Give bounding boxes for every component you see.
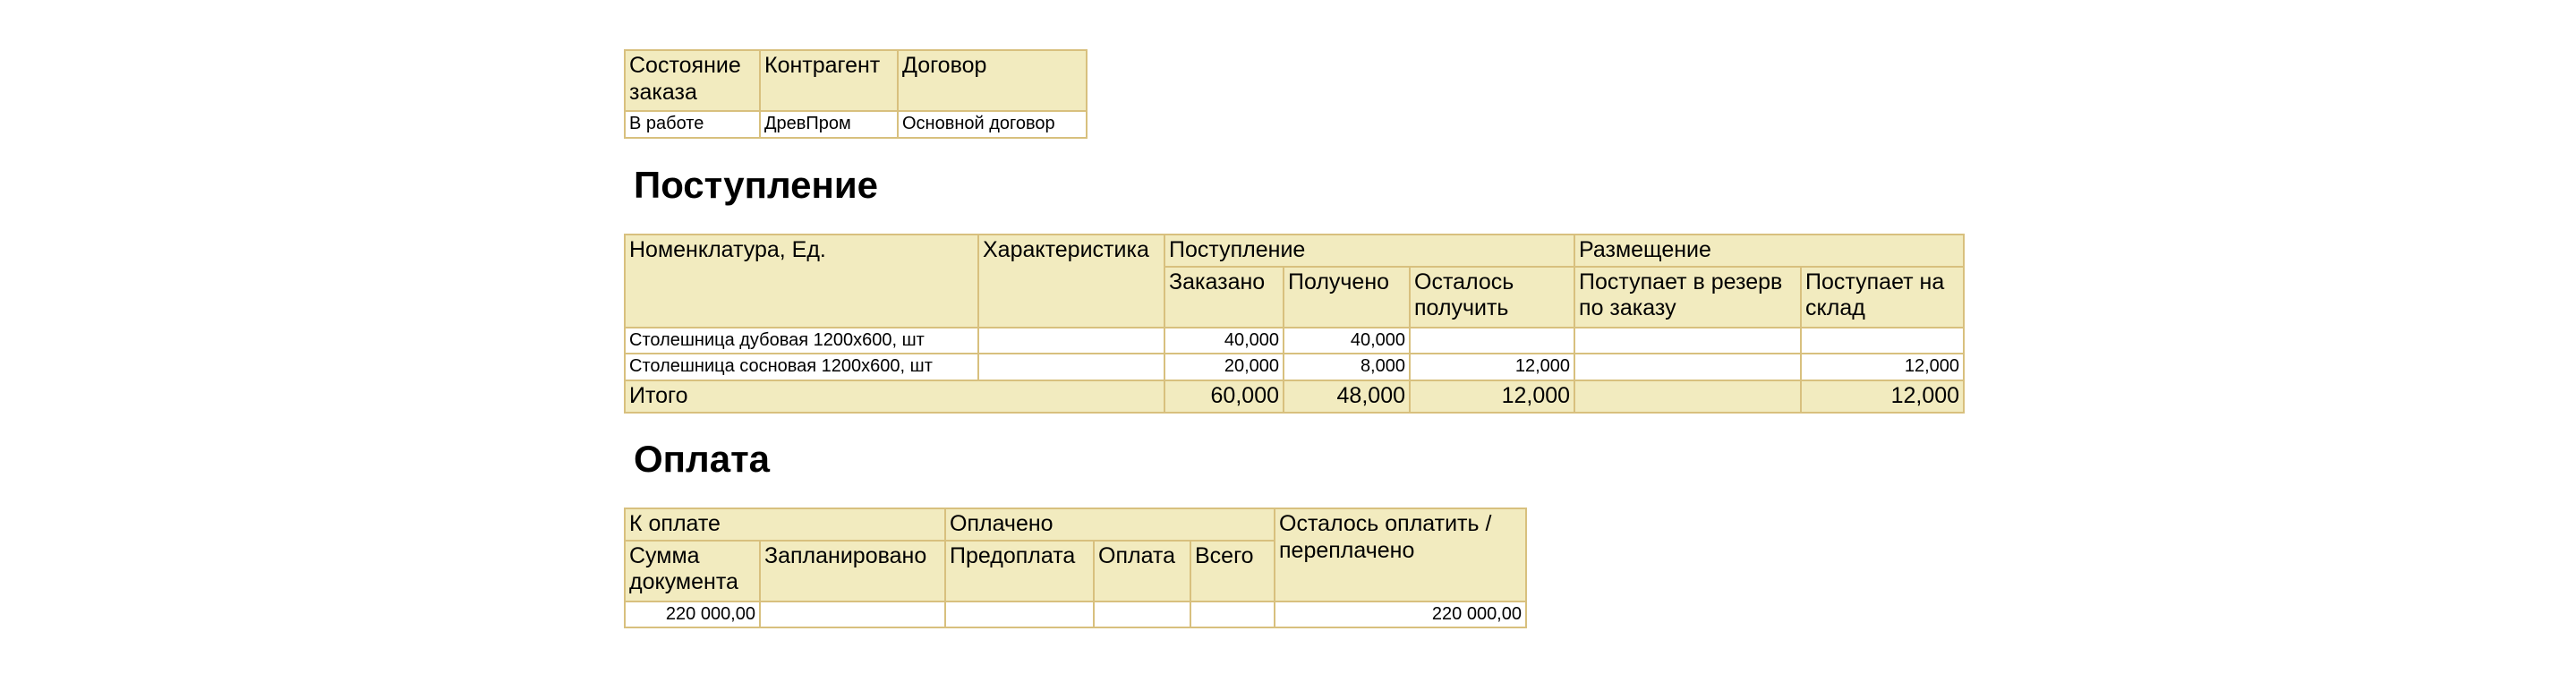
paid-total-header: Всего xyxy=(1190,541,1275,601)
receipt-total-row xyxy=(625,380,1964,413)
payment-value xyxy=(1094,601,1190,628)
row-characteristic xyxy=(978,354,1164,380)
row-characteristic xyxy=(978,328,1164,354)
total-label: Итого xyxy=(625,380,1164,413)
remaining-to-pay-value: 220 000,00 xyxy=(1275,601,1526,628)
payment-table xyxy=(624,508,1527,628)
row-warehouse: 12,000 xyxy=(1801,354,1964,380)
counterparty-value: ДревПром xyxy=(760,111,898,138)
order-header-table xyxy=(624,49,1088,139)
table-row xyxy=(625,354,1964,380)
total-reserve xyxy=(1574,380,1801,413)
ordered-header: Заказано xyxy=(1164,267,1284,328)
receipt-section-title: Поступление xyxy=(634,164,879,206)
reserve-header: Поступает в резерв по заказу xyxy=(1574,267,1801,328)
row-received: 40,000 xyxy=(1284,328,1410,354)
row-ordered: 40,000 xyxy=(1164,328,1284,354)
row-nomenclature: Столешница сосновая 1200х600, шт xyxy=(625,354,978,380)
table-row xyxy=(625,601,1526,628)
order-state-header: Состояние заказа xyxy=(625,50,760,111)
to-pay-group-header: К оплате xyxy=(625,508,945,541)
contract-header: Договор xyxy=(898,50,1087,111)
row-warehouse xyxy=(1801,328,1964,354)
row-remaining: 12,000 xyxy=(1410,354,1574,380)
prepayment-header: Предоплата xyxy=(945,541,1094,601)
doc-sum-header: Сумма документа xyxy=(625,541,760,601)
paid-group-header: Оплачено xyxy=(945,508,1275,541)
counterparty-header: Контрагент xyxy=(760,50,898,111)
order-state-value: В работе xyxy=(625,111,760,138)
receipt-table xyxy=(624,234,1965,414)
placement-group-header: Размещение xyxy=(1574,235,1964,267)
prepayment-value xyxy=(945,601,1094,628)
remaining-header: Осталось получить xyxy=(1410,267,1574,328)
table-row xyxy=(625,328,1964,354)
planned-value xyxy=(760,601,945,628)
order-header-row xyxy=(625,50,1087,111)
total-remaining: 12,000 xyxy=(1410,380,1574,413)
order-values-row xyxy=(625,111,1087,138)
doc-sum-value: 220 000,00 xyxy=(625,601,760,628)
received-header: Получено xyxy=(1284,267,1410,328)
row-received: 8,000 xyxy=(1284,354,1410,380)
paid-total-value xyxy=(1190,601,1275,628)
characteristic-header: Характеристика xyxy=(978,235,1164,328)
receipt-group-header: Поступление xyxy=(1164,235,1574,267)
planned-header: Запланировано xyxy=(760,541,945,601)
row-nomenclature: Столешница дубовая 1200х600, шт xyxy=(625,328,978,354)
total-received: 48,000 xyxy=(1284,380,1410,413)
nomenclature-header: Номенклатура, Ед. xyxy=(625,235,978,328)
row-remaining xyxy=(1410,328,1574,354)
contract-value: Основной договор xyxy=(898,111,1087,138)
receipt-header-row-1 xyxy=(625,235,1964,267)
row-reserve xyxy=(1574,328,1801,354)
payment-header: Оплата xyxy=(1094,541,1190,601)
total-warehouse: 12,000 xyxy=(1801,380,1964,413)
payment-header-row-1 xyxy=(625,508,1526,541)
payment-section-title: Оплата xyxy=(634,438,771,480)
row-reserve xyxy=(1574,354,1801,380)
remaining-to-pay-header: Осталось оплатить / переплачено xyxy=(1275,508,1526,601)
total-ordered: 60,000 xyxy=(1164,380,1284,413)
row-ordered: 20,000 xyxy=(1164,354,1284,380)
warehouse-header: Поступает на склад xyxy=(1801,267,1964,328)
